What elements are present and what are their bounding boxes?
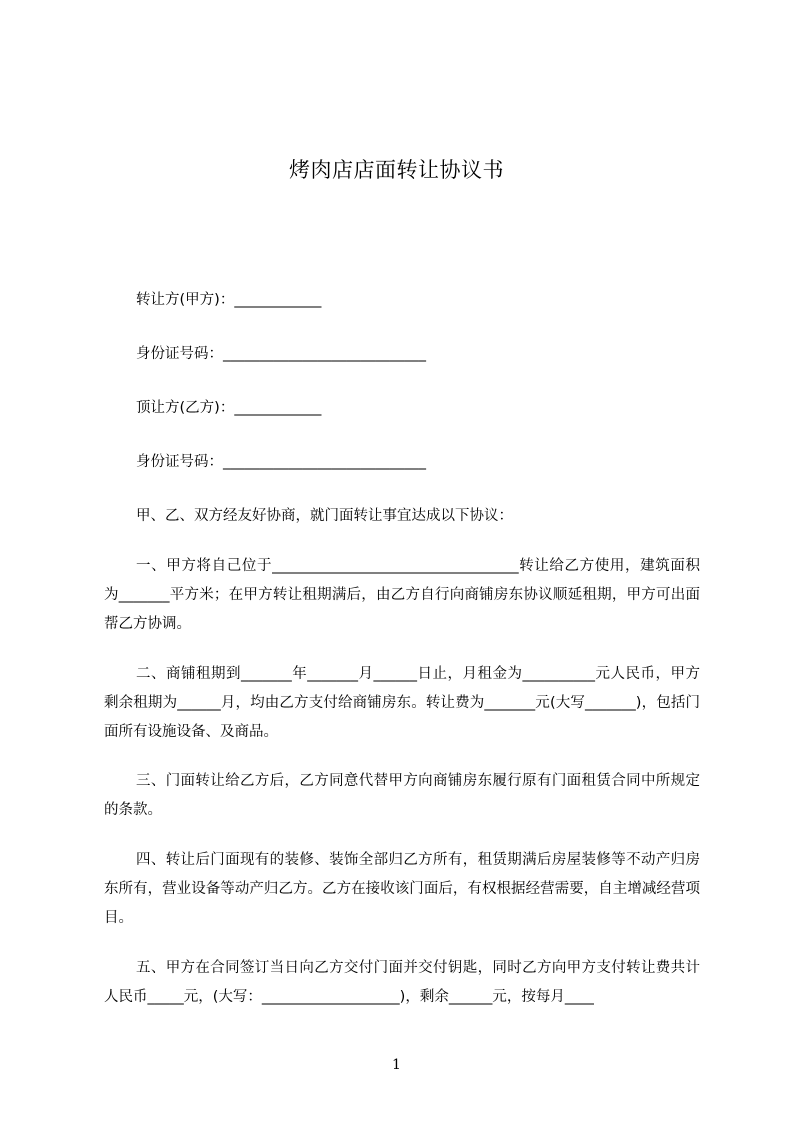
party-b-line: 顶让方(乙方)：____________ xyxy=(136,400,322,416)
page-number: 1 xyxy=(392,1057,401,1073)
party-b-id-line: 身份证号码：____________________________ xyxy=(136,454,426,470)
clause-4: 四、转让后门面现有的装修、装饰全部归乙方所有，租赁期满后房屋装修等不动产归房东所有，营业设备等动产归乙方。乙方在接收该门面后，有权根据经营需要，自主增减经营项目。 xyxy=(104,852,700,926)
intro-line: 甲、乙、双方经友好协商，就门面转让事宜达成以下协议： xyxy=(136,508,513,524)
clause-2: 二、商铺租期到_______年_______月______日止，月租金为__________元人民币，甲方剩余租期为______月，均由乙方支付给商铺房东。转让费为_______元(大写_______)，包括门面所有设施设备、及商品。 xyxy=(104,666,700,740)
clause-1: 一、甲方将自己位于__________________________________转让给乙方使用，建筑面积为_______平方米；在甲方转让租期满后，由乙方自行向商铺房东协议顺延租期，甲方可出面帮乙方协调。 xyxy=(104,558,700,632)
party-a-id-line: 身份证号码：____________________________ xyxy=(136,346,426,362)
clause-5: 五、甲方在合同签订当日向乙方交付门面并交付钥匙，同时乙方向甲方支付转让费共计人民币_____元，(大写：___________________)，剩余______元，按每月____ xyxy=(104,960,700,1005)
clause-3: 三、门面转让给乙方后，乙方同意代替甲方向商铺房东履行原有门面租赁合同中所规定的条款。 xyxy=(104,773,700,818)
party-a-line: 转让方(甲方)：____________ xyxy=(136,292,322,308)
document-title: 烤肉店店面转让协议书 xyxy=(289,158,504,183)
